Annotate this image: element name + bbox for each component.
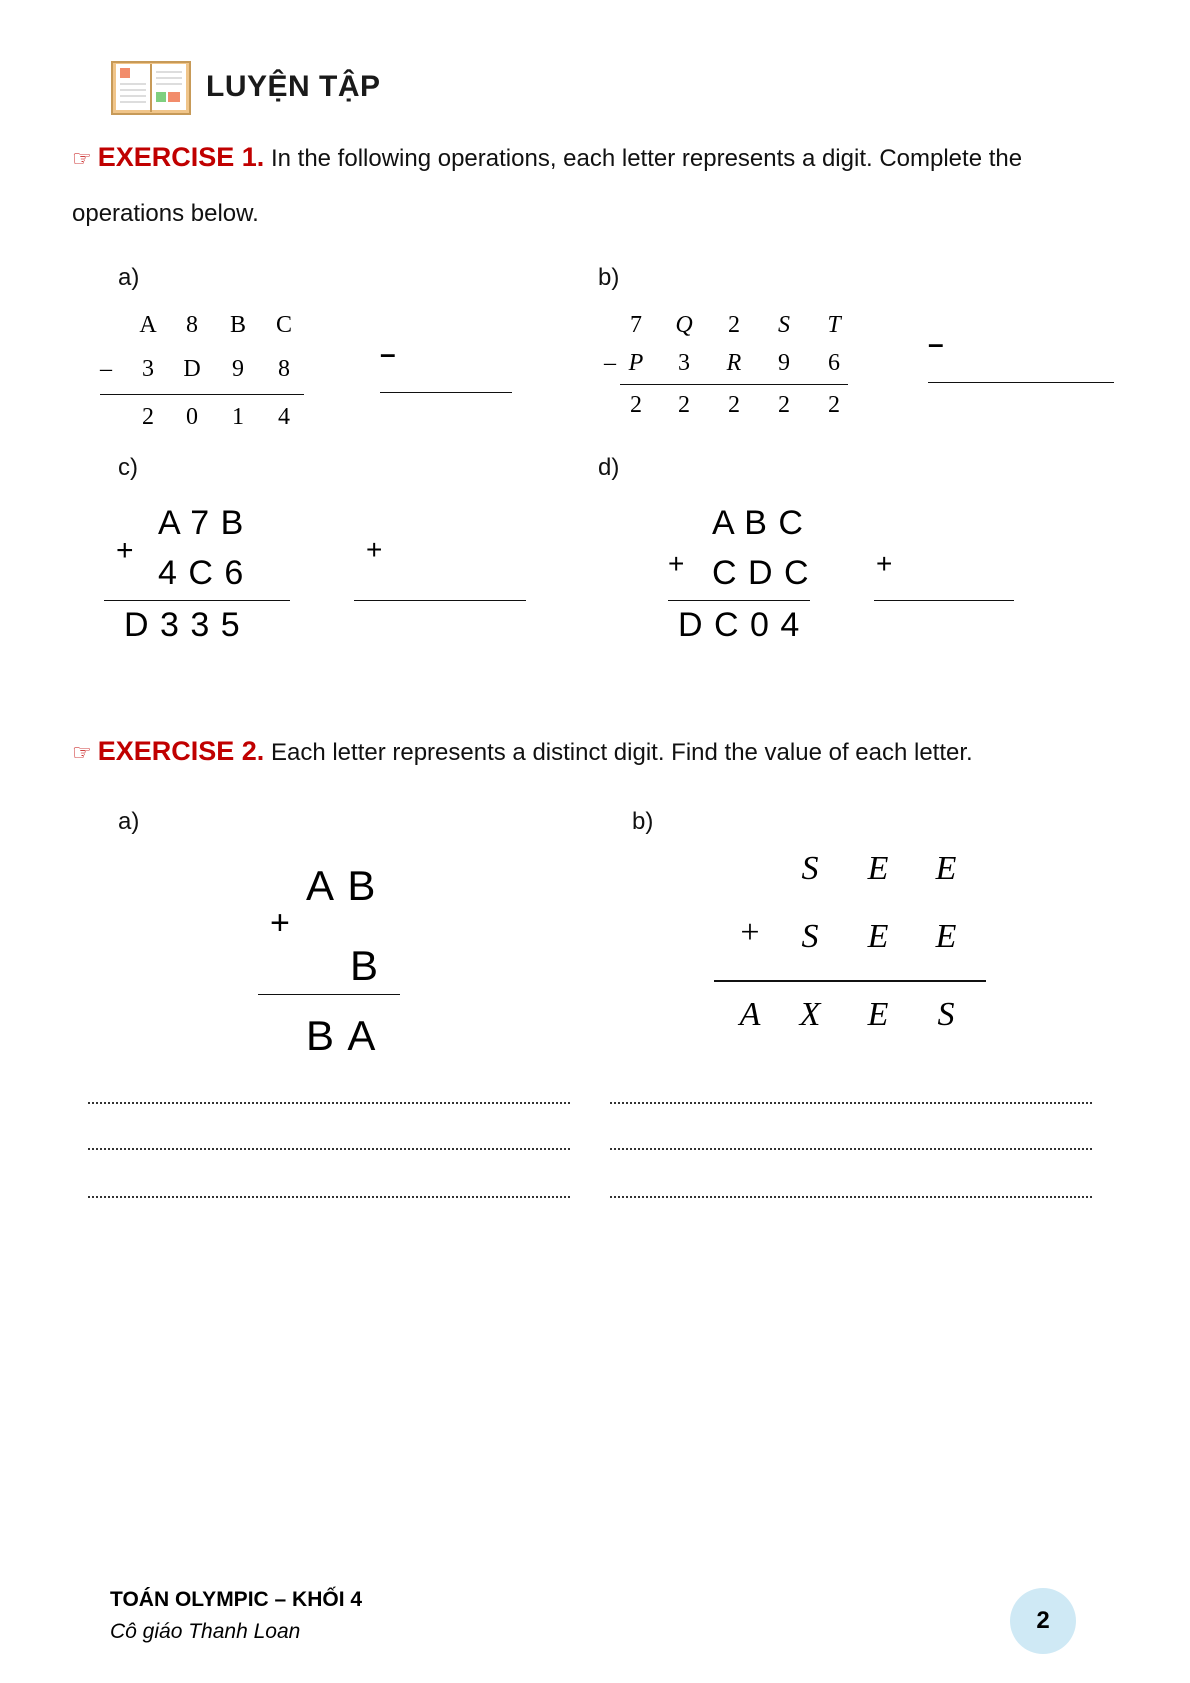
exercise2-text: Each letter represents a distinct digit. Find the value of each letter. — [270, 739, 973, 766]
letter: E — [935, 850, 957, 887]
digit: T — [827, 312, 841, 338]
digit: 0 — [186, 404, 198, 430]
answer-plus-sign: + — [366, 534, 383, 565]
digit: 2 — [678, 392, 690, 418]
digit: 2 — [630, 392, 642, 418]
answer-line[interactable] — [874, 600, 1014, 601]
digit: 2 — [728, 312, 740, 338]
operand-row-1: A B — [306, 862, 378, 909]
digit: 7 — [630, 312, 642, 338]
answer-dotted-line[interactable] — [610, 1102, 1092, 1104]
pointing-hand-icon: ☞ — [72, 146, 92, 171]
exercise1-text-cont: operations below. — [72, 200, 259, 227]
digit: 3 — [678, 350, 690, 376]
operand-row-1: A 7 B — [158, 504, 245, 542]
answer-dotted-line[interactable] — [610, 1148, 1092, 1150]
answer-dotted-line[interactable] — [88, 1102, 570, 1104]
letter: S — [937, 996, 955, 1033]
exercise1b-label: b) — [598, 264, 620, 291]
answer-line[interactable] — [354, 600, 526, 601]
exercise1-heading — [72, 144, 1022, 171]
digit: 9 — [232, 356, 244, 382]
book-icon — [110, 60, 192, 118]
digit: R — [726, 350, 742, 376]
footer-title: TOÁN OLYMPIC – KHỐI 4 — [110, 1588, 363, 1611]
digit: A — [139, 312, 157, 338]
answer-dotted-line[interactable] — [88, 1196, 570, 1198]
digit: S — [778, 312, 790, 338]
page-number-badge: 2 — [1010, 1588, 1076, 1654]
minus-sign: – — [604, 350, 616, 376]
digit: 6 — [828, 350, 840, 376]
digit: D — [183, 356, 201, 382]
pointing-hand-icon: ☞ — [72, 740, 92, 765]
plus-sign: + — [740, 914, 760, 951]
digit: 1 — [232, 404, 244, 430]
operand-row-2: 4 C 6 — [158, 554, 245, 592]
digit: 8 — [186, 312, 198, 338]
plus-sign: + — [668, 548, 685, 579]
letter: A — [739, 996, 761, 1033]
result-line — [100, 394, 304, 395]
result-row: B A — [306, 1012, 378, 1059]
result-row: D C 0 4 — [678, 606, 801, 644]
exercise1-text: In the following operations, each letter represents a digit. Complete the — [270, 145, 1023, 172]
letter: X — [799, 996, 821, 1033]
digit: P — [628, 350, 644, 376]
exercise2a-label: a) — [118, 808, 140, 835]
minus-sign: – — [100, 356, 112, 382]
digit: 3 — [142, 356, 154, 382]
digit: 4 — [278, 404, 290, 430]
result-line — [714, 980, 986, 982]
digit: 2 — [778, 392, 790, 418]
exercise2-heading — [72, 738, 973, 765]
letter: S — [801, 918, 819, 955]
footer-author: Cô giáo Thanh Loan — [110, 1620, 301, 1643]
answer-line[interactable] — [380, 392, 512, 393]
answer-plus-sign: + — [876, 548, 893, 579]
digit: 8 — [278, 356, 290, 382]
exercise2b-label: b) — [632, 808, 654, 835]
exercise1b-operation — [600, 312, 850, 432]
operand-row-1: A B C — [712, 504, 804, 542]
plus-sign: + — [270, 904, 290, 942]
exercise2-label: EXERCISE 2. — [97, 736, 265, 766]
exercise1a-label: a) — [118, 264, 140, 291]
digit: 9 — [778, 350, 790, 376]
result-line — [258, 994, 400, 995]
result-line — [104, 600, 290, 601]
result-line — [668, 600, 810, 601]
letter: E — [935, 918, 957, 955]
answer-dotted-line[interactable] — [88, 1148, 570, 1150]
exercise2b-operation — [720, 850, 990, 1050]
result-row: D 3 3 5 — [124, 606, 241, 644]
letter: E — [867, 850, 889, 887]
digit: 2 — [728, 392, 740, 418]
digit: Q — [675, 312, 693, 338]
answer-minus-sign: – — [380, 338, 396, 369]
letter: S — [801, 850, 819, 887]
plus-sign: + — [116, 534, 134, 567]
letter: E — [867, 918, 889, 955]
answer-line[interactable] — [928, 382, 1114, 383]
operand-row-2: B — [350, 942, 379, 989]
exercise1c-label: c) — [118, 454, 138, 481]
digit: B — [229, 312, 246, 338]
digit: C — [275, 312, 292, 338]
exercise1d-label: d) — [598, 454, 620, 481]
letter: E — [867, 996, 889, 1033]
operand-row-2: C D C — [712, 554, 810, 592]
exercise1a-operation — [96, 312, 306, 432]
page-title: LUYỆN TẬP — [206, 70, 381, 103]
exercise1-label: EXERCISE 1. — [97, 142, 265, 172]
result-line — [620, 384, 848, 385]
digit: 2 — [828, 392, 840, 418]
answer-dotted-line[interactable] — [610, 1196, 1092, 1198]
digit: 2 — [142, 404, 154, 430]
answer-minus-sign: – — [928, 328, 944, 359]
